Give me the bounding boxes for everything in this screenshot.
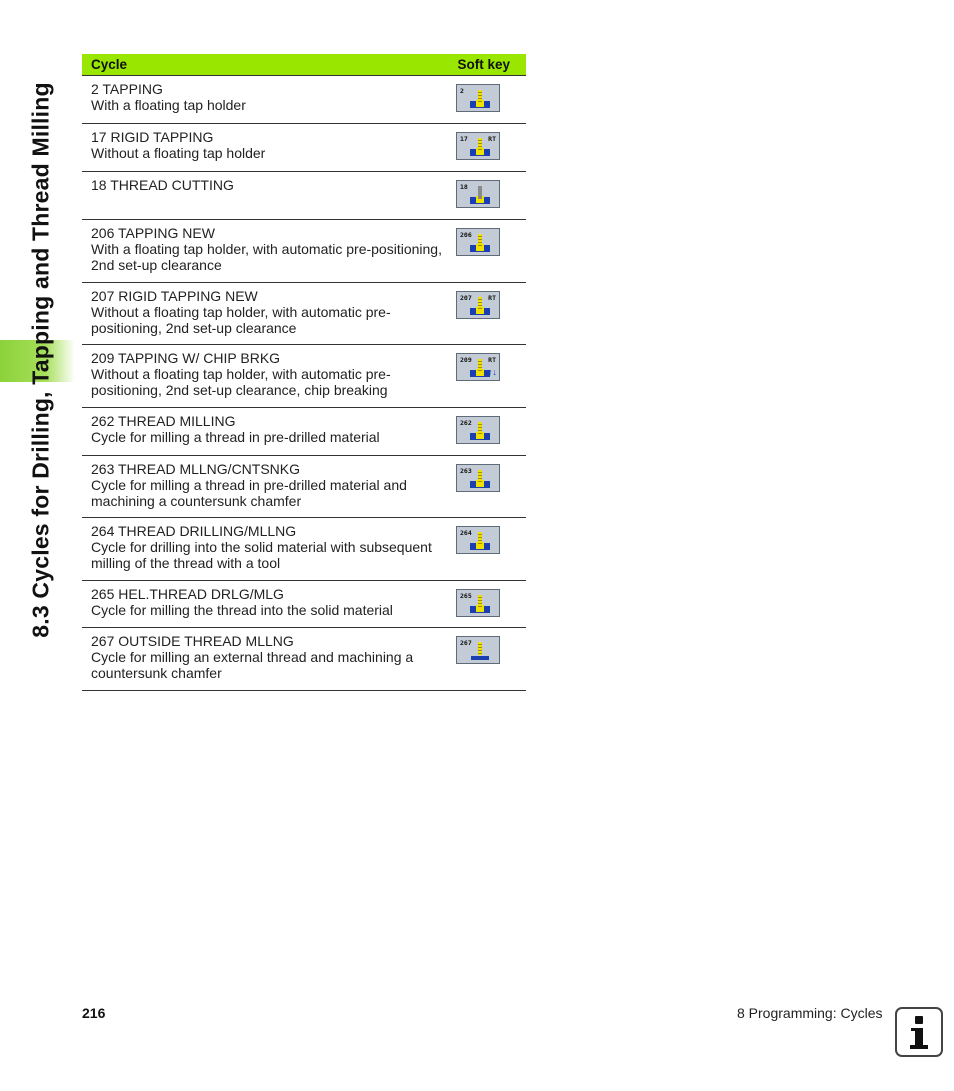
tool-icon: [478, 422, 482, 435]
cycle-cell: [82, 628, 455, 690]
cycle-description: Cycle for milling an external thread and machining a countersunk chamfer: [91, 649, 414, 681]
table-row: [82, 220, 526, 283]
cycle-softkey-icon[interactable]: [456, 526, 500, 554]
cycle-softkey-icon[interactable]: [456, 84, 500, 112]
tool-icon: [478, 186, 482, 199]
cycle-name: 267 OUTSIDE THREAD MLLNG: [91, 633, 294, 649]
tool-icon: [478, 595, 482, 608]
table-row: [82, 456, 526, 518]
softkey-number: 18: [460, 183, 468, 191]
tool-icon: [478, 359, 482, 372]
cycle-description: Cycle for milling the thread into the solid material: [91, 602, 393, 618]
cycle-description: Without a floating tap holder, with automatic pre-positioning, 2nd set-up clearance: [91, 304, 391, 336]
tool-icon: [478, 642, 482, 655]
cycle-description: Without a floating tap holder: [91, 145, 266, 161]
softkey-number: 264: [460, 529, 472, 537]
softkey-cell: [455, 220, 526, 282]
cycle-name: 263 THREAD MLLNG/CNTSNKG: [91, 461, 301, 477]
cycle-cell: [82, 172, 455, 219]
side-chapter-title: [6, 40, 76, 680]
table-row: [82, 76, 526, 124]
cycle-name: 207 RIGID TAPPING NEW: [91, 288, 258, 304]
cycle-description: Without a floating tap holder, with automatic pre-positioning, 2nd set-up clearance, chip breaking: [91, 366, 391, 398]
cycle-cell: [82, 124, 455, 171]
header-cycle: Cycle: [91, 57, 128, 72]
cycle-name: 18 THREAD CUTTING: [91, 177, 234, 193]
table-row: [82, 581, 526, 628]
tool-icon: [478, 234, 482, 247]
softkey-cell: [455, 456, 526, 517]
cycle-description: With a floating tap holder, with automatic pre-positioning, 2nd set-up clearance: [91, 241, 442, 273]
softkey-number: 17: [460, 135, 468, 143]
cycle-softkey-icon[interactable]: [456, 464, 500, 492]
softkey-number: 263: [460, 467, 472, 475]
table-row: [82, 408, 526, 456]
cycle-softkey-icon[interactable]: [456, 228, 500, 256]
cycle-description: Cycle for milling a thread in pre-drilled material and machining a countersunk chamfer: [91, 477, 407, 509]
footer-section: 8 Programming: Cycles: [737, 1005, 883, 1021]
cycle-name: 2 TAPPING: [91, 81, 163, 97]
cycle-softkey-icon[interactable]: [456, 180, 500, 208]
softkey-number: 207: [460, 294, 472, 302]
cycle-description: Cycle for milling a thread in pre-drilled material: [91, 429, 380, 445]
cycle-cell: [82, 220, 455, 282]
cycle-description: Cycle for drilling into the solid material with subsequent milling of the thread with a tool: [91, 539, 432, 571]
softkey-cell: [455, 581, 526, 627]
side-chapter-title-text: 8.3 Cycles for Drilling, Tapping and Thread Milling: [27, 82, 54, 638]
cycle-softkey-icon[interactable]: [456, 589, 500, 617]
cycle-softkey-icon[interactable]: [456, 132, 500, 160]
softkey-rt: RT: [488, 135, 496, 143]
table-row: [82, 345, 526, 408]
softkey-number: 209: [460, 356, 472, 364]
cycle-description: With a floating tap holder: [91, 97, 246, 113]
table-row: [82, 628, 526, 691]
table-row: [82, 172, 526, 220]
softkey-cell: [455, 345, 526, 407]
cycle-cell: [82, 283, 455, 344]
tool-icon: [478, 90, 482, 103]
table-row: [82, 124, 526, 172]
softkey-cell: [455, 283, 526, 344]
tool-icon: [478, 470, 482, 483]
header-softkey: Soft key: [457, 57, 510, 72]
cycle-cell: [82, 456, 455, 517]
cycle-cell: [82, 408, 455, 455]
cycle-cell: [82, 76, 455, 123]
table-row: [82, 518, 526, 581]
cycle-cell: [82, 581, 455, 627]
cycle-name: 265 HEL.THREAD DRLG/MLG: [91, 586, 284, 602]
chip-break-arrows-icon: ↑↓: [488, 367, 497, 377]
info-icon: [895, 1007, 943, 1057]
cycle-cell: [82, 518, 455, 580]
softkey-rt: RT: [488, 294, 496, 302]
cycle-name: 264 THREAD DRILLING/MLLNG: [91, 523, 297, 539]
softkey-cell: [455, 172, 526, 219]
cycle-softkey-icon[interactable]: [456, 353, 500, 381]
cycle-softkey-icon[interactable]: [456, 636, 500, 664]
table-row: [82, 283, 526, 345]
page-number: 216: [82, 1005, 106, 1021]
tool-icon: [478, 138, 482, 151]
softkey-cell: [455, 124, 526, 171]
softkey-cell: [455, 628, 526, 690]
cycle-name: 17 RIGID TAPPING: [91, 129, 214, 145]
workpiece-icon: [471, 656, 489, 660]
softkey-number: 265: [460, 592, 472, 600]
softkey-cell: [455, 76, 526, 123]
softkey-number: 206: [460, 231, 472, 239]
cycle-name: 206 TAPPING NEW: [91, 225, 215, 241]
tool-icon: [478, 297, 482, 310]
softkey-number: 262: [460, 419, 472, 427]
table-header: [82, 54, 526, 76]
tool-icon: [478, 532, 482, 545]
cycle-softkey-icon[interactable]: [456, 416, 500, 444]
softkey-cell: [455, 408, 526, 455]
cycle-softkey-icon[interactable]: [456, 291, 500, 319]
cycle-cell: [82, 345, 455, 407]
cycle-name: 209 TAPPING W/ CHIP BRKG: [91, 350, 281, 366]
softkey-cell: [455, 518, 526, 580]
cycles-table: [82, 54, 526, 691]
softkey-number: 2: [460, 87, 464, 95]
softkey-number: 267: [460, 639, 472, 647]
softkey-rt: RT: [488, 356, 496, 364]
table-body: [82, 76, 526, 691]
cycle-name: 262 THREAD MILLING: [91, 413, 236, 429]
